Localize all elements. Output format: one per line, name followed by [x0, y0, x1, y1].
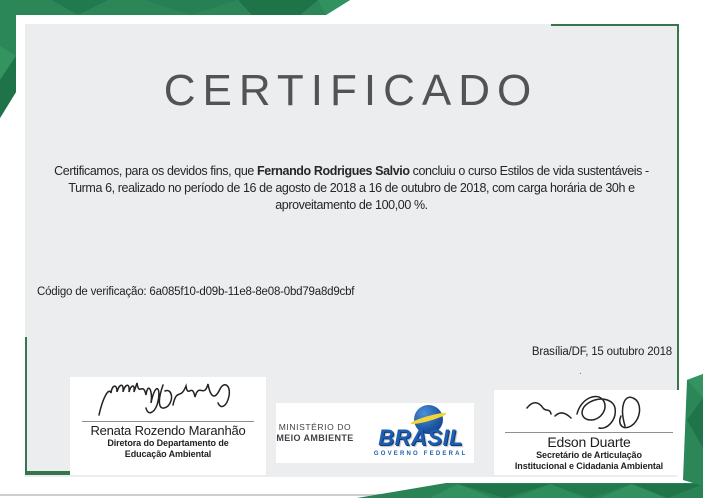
signer-left-role-1: Diretora do Departamento de — [107, 438, 229, 448]
signer-left-role-2: Educação Ambiental — [124, 449, 212, 459]
logos-block — [276, 403, 474, 463]
brasil-logo — [368, 404, 474, 462]
signature-block-right — [494, 390, 684, 475]
body-line-1 — [0, 163, 703, 180]
signature-left-icon — [93, 379, 243, 421]
body-line-2: Turma 6, realizado no período de 16 de agosto de 2018 a 16 de outubro de 2018, com carga horária de 30h e — [68, 181, 635, 195]
frame-left-segment — [25, 337, 27, 475]
verification-code-line — [37, 286, 354, 298]
signature-line — [505, 432, 672, 433]
frame-top-segment — [551, 24, 679, 26]
brasil-wordmark: BRASIL — [378, 425, 464, 450]
mma-line-1: MINISTÉRIO DO — [278, 422, 352, 432]
governo-federal-label: GOVERNO FEDERAL — [373, 451, 468, 457]
page-edge-line — [0, 494, 703, 496]
signer-right-name: Edson Duarte — [547, 434, 631, 450]
certificate-title: CERTIFICADO — [163, 66, 539, 115]
signature-block-left — [70, 377, 266, 475]
verification-label: Código de verificação: — [37, 286, 147, 298]
body-line1-before: Certificamos, para os devidos fins, que — [54, 164, 258, 178]
body-line1-after: concluiu o curso Estilos de vida sustentáveis - — [409, 164, 649, 178]
date-line: Brasília/DF, 15 outubro 2018 — [531, 346, 672, 358]
verification-code: 6a085f10-d09b-11e8-8e08-0bd79a8d9cbf — [149, 286, 355, 298]
student-name: Fernando Rodrigues Salvio — [257, 164, 410, 178]
mma-wordmark — [276, 422, 353, 444]
stray-dot: . — [579, 366, 582, 377]
signature-line — [82, 421, 254, 422]
signer-left-name: Renata Rozendo Maranhão — [90, 423, 246, 438]
body-line-3: aproveitamento de 100,00 %. — [275, 198, 428, 212]
certificate-body — [0, 163, 703, 214]
mma-line-2: MEIO AMBIENTE — [276, 433, 354, 443]
signer-right-role-2: Institucional e Cidadania Ambiental — [514, 461, 664, 471]
signature-right-icon — [519, 392, 659, 432]
signer-right-role-1: Secretário de Articulação — [536, 450, 642, 460]
